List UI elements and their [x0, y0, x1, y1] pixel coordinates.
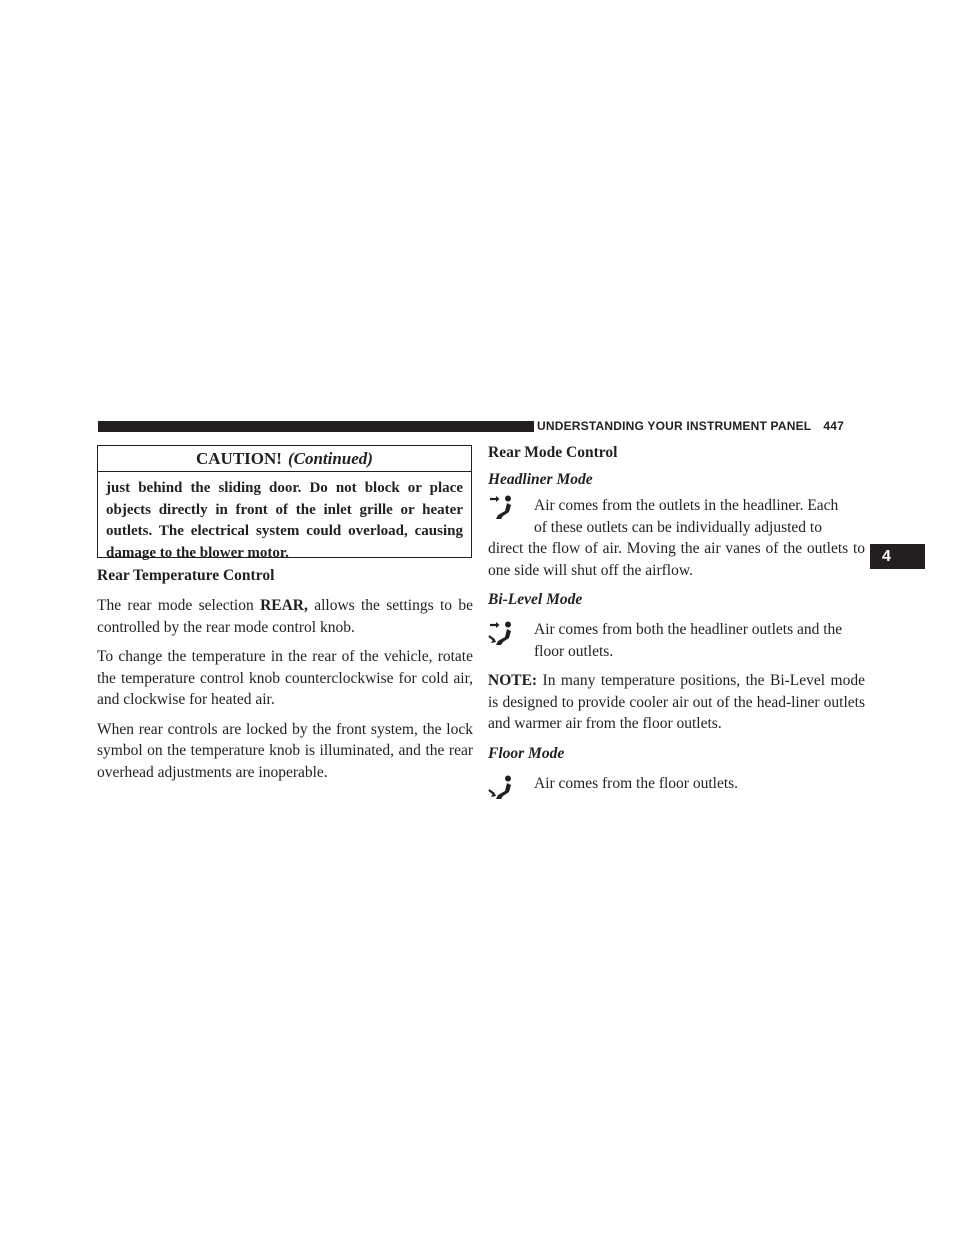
floor-mode-text: Air comes from the floor outlets.	[534, 774, 739, 792]
page-number: 447	[823, 419, 844, 433]
chapter-tab: 4	[870, 544, 925, 569]
caution-label: CAUTION!	[196, 449, 282, 468]
headliner-mode-icon	[488, 495, 514, 519]
floor-mode-block	[488, 773, 865, 795]
rear-temperature-heading: Rear Temperature Control	[97, 567, 275, 584]
right-column	[488, 442, 865, 794]
headliner-mode-block	[488, 495, 865, 581]
caution-text: just behind the sliding door. Do not block or place objects directly in front of the inlet grille or heater outlets. The electrical system could overload, causing damage to the blower motor.	[106, 480, 463, 561]
headliner-mode-title: Headliner Mode	[488, 471, 593, 488]
rear-mode-paragraph: The rear mode selection REAR, allows the settings to be controlled by the rear mode control knob.	[97, 597, 473, 636]
rear-mode-heading: Rear Mode Control	[488, 444, 618, 461]
caution-box	[97, 445, 472, 561]
bilevel-line-2: floor outlets.	[534, 642, 614, 660]
caution-heading	[98, 446, 471, 472]
section-title: UNDERSTANDING YOUR INSTRUMENT PANEL	[537, 419, 812, 433]
headliner-text: direct the flow of air. Moving the air vanes of the outlets to one side will shut off the airflow.	[488, 540, 865, 579]
caution-continued: (Continued)	[287, 449, 373, 468]
headliner-line-1: Air comes from the outlets in the headliner. Each	[534, 497, 839, 514]
bilevel-mode-icon	[488, 621, 514, 645]
bilevel-line-1: Air comes from both the headliner outlets and the	[534, 621, 843, 638]
floor-mode-title: Floor Mode	[488, 744, 565, 762]
note-paragraph: NOTE: In many temperature positions, the Bi-Level mode is designed to provide cooler air out of the head-liner outlets and warmer air from the floor outlets.	[488, 672, 865, 732]
running-header	[537, 419, 844, 433]
temperature-change-paragraph: To change the temperature in the rear of the vehicle, rotate the temperature control knob counterclockwise for cold air, and clockwise for heated air.	[97, 648, 473, 708]
rear-keyword: REAR,	[260, 597, 308, 614]
note-label: NOTE:	[488, 672, 538, 689]
bilevel-mode-block	[488, 619, 865, 662]
headliner-line-2: of these outlets can be individually adjusted to	[534, 518, 822, 536]
left-column	[97, 565, 473, 783]
bilevel-mode-title: Bi-Level Mode	[488, 591, 583, 608]
floor-mode-icon	[488, 775, 514, 799]
locked-controls-paragraph: When rear controls are locked by the front system, the lock symbol on the temperature knob is illuminated, and the rear overhead adjustments are inoperable.	[97, 720, 473, 781]
header-rule	[98, 421, 534, 432]
